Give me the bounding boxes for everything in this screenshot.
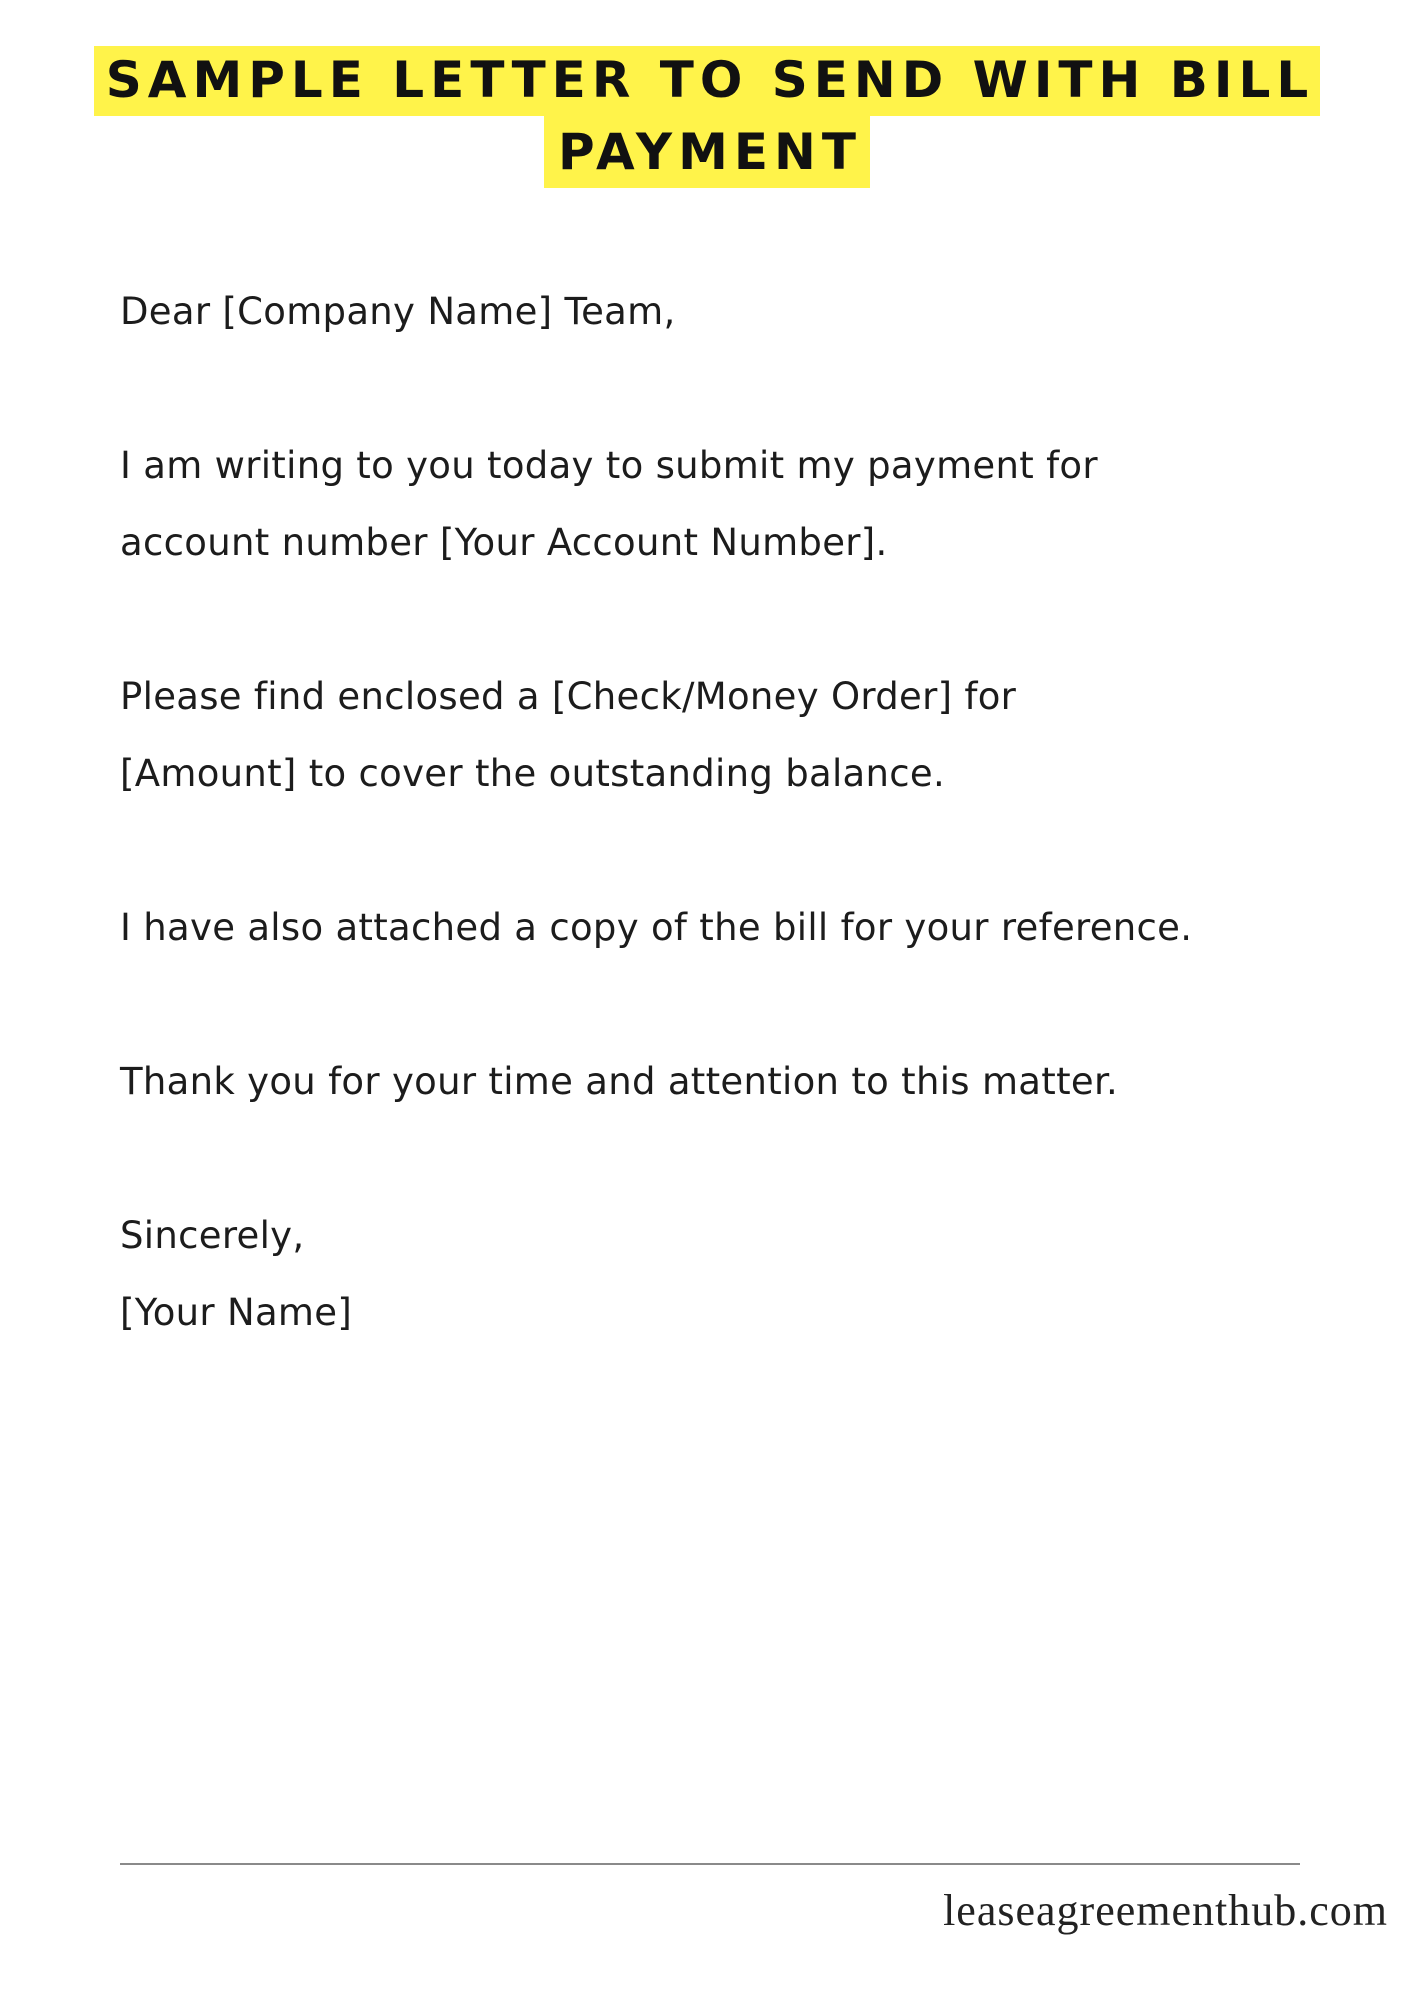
paragraph-line: account number [Your Account Number]. bbox=[120, 521, 888, 564]
salutation-text: Dear [Company Name] Team, bbox=[120, 290, 676, 333]
salutation bbox=[120, 273, 1350, 350]
title-line-2: PAYMENT bbox=[544, 116, 870, 188]
paragraph-line: I have also attached a copy of the bill for your reference. bbox=[120, 906, 1193, 949]
footer-website: leaseagreementhub.com bbox=[943, 1886, 1388, 1935]
signature-text: [Your Name] bbox=[120, 1291, 353, 1334]
closing-block bbox=[120, 1197, 1350, 1351]
paragraph-thanks bbox=[120, 1043, 1350, 1120]
title-line-1: SAMPLE LETTER TO SEND WITH BILL bbox=[94, 46, 1320, 116]
paragraph-line: Please find enclosed a [Check/Money Order] for bbox=[120, 675, 1017, 718]
page-title bbox=[0, 46, 1414, 188]
footer-divider bbox=[120, 1863, 1300, 1865]
closing-text: Sincerely, bbox=[120, 1214, 305, 1257]
paragraph-enclosure bbox=[120, 658, 1350, 812]
paragraph-line: I am writing to you today to submit my payment for bbox=[120, 444, 1098, 487]
paragraph-line: [Amount] to cover the outstanding balance. bbox=[120, 752, 946, 795]
paragraph-attachment bbox=[120, 889, 1350, 966]
paragraph-payment-intro bbox=[120, 427, 1350, 581]
paragraph-line: Thank you for your time and attention to this matter. bbox=[120, 1060, 1119, 1103]
